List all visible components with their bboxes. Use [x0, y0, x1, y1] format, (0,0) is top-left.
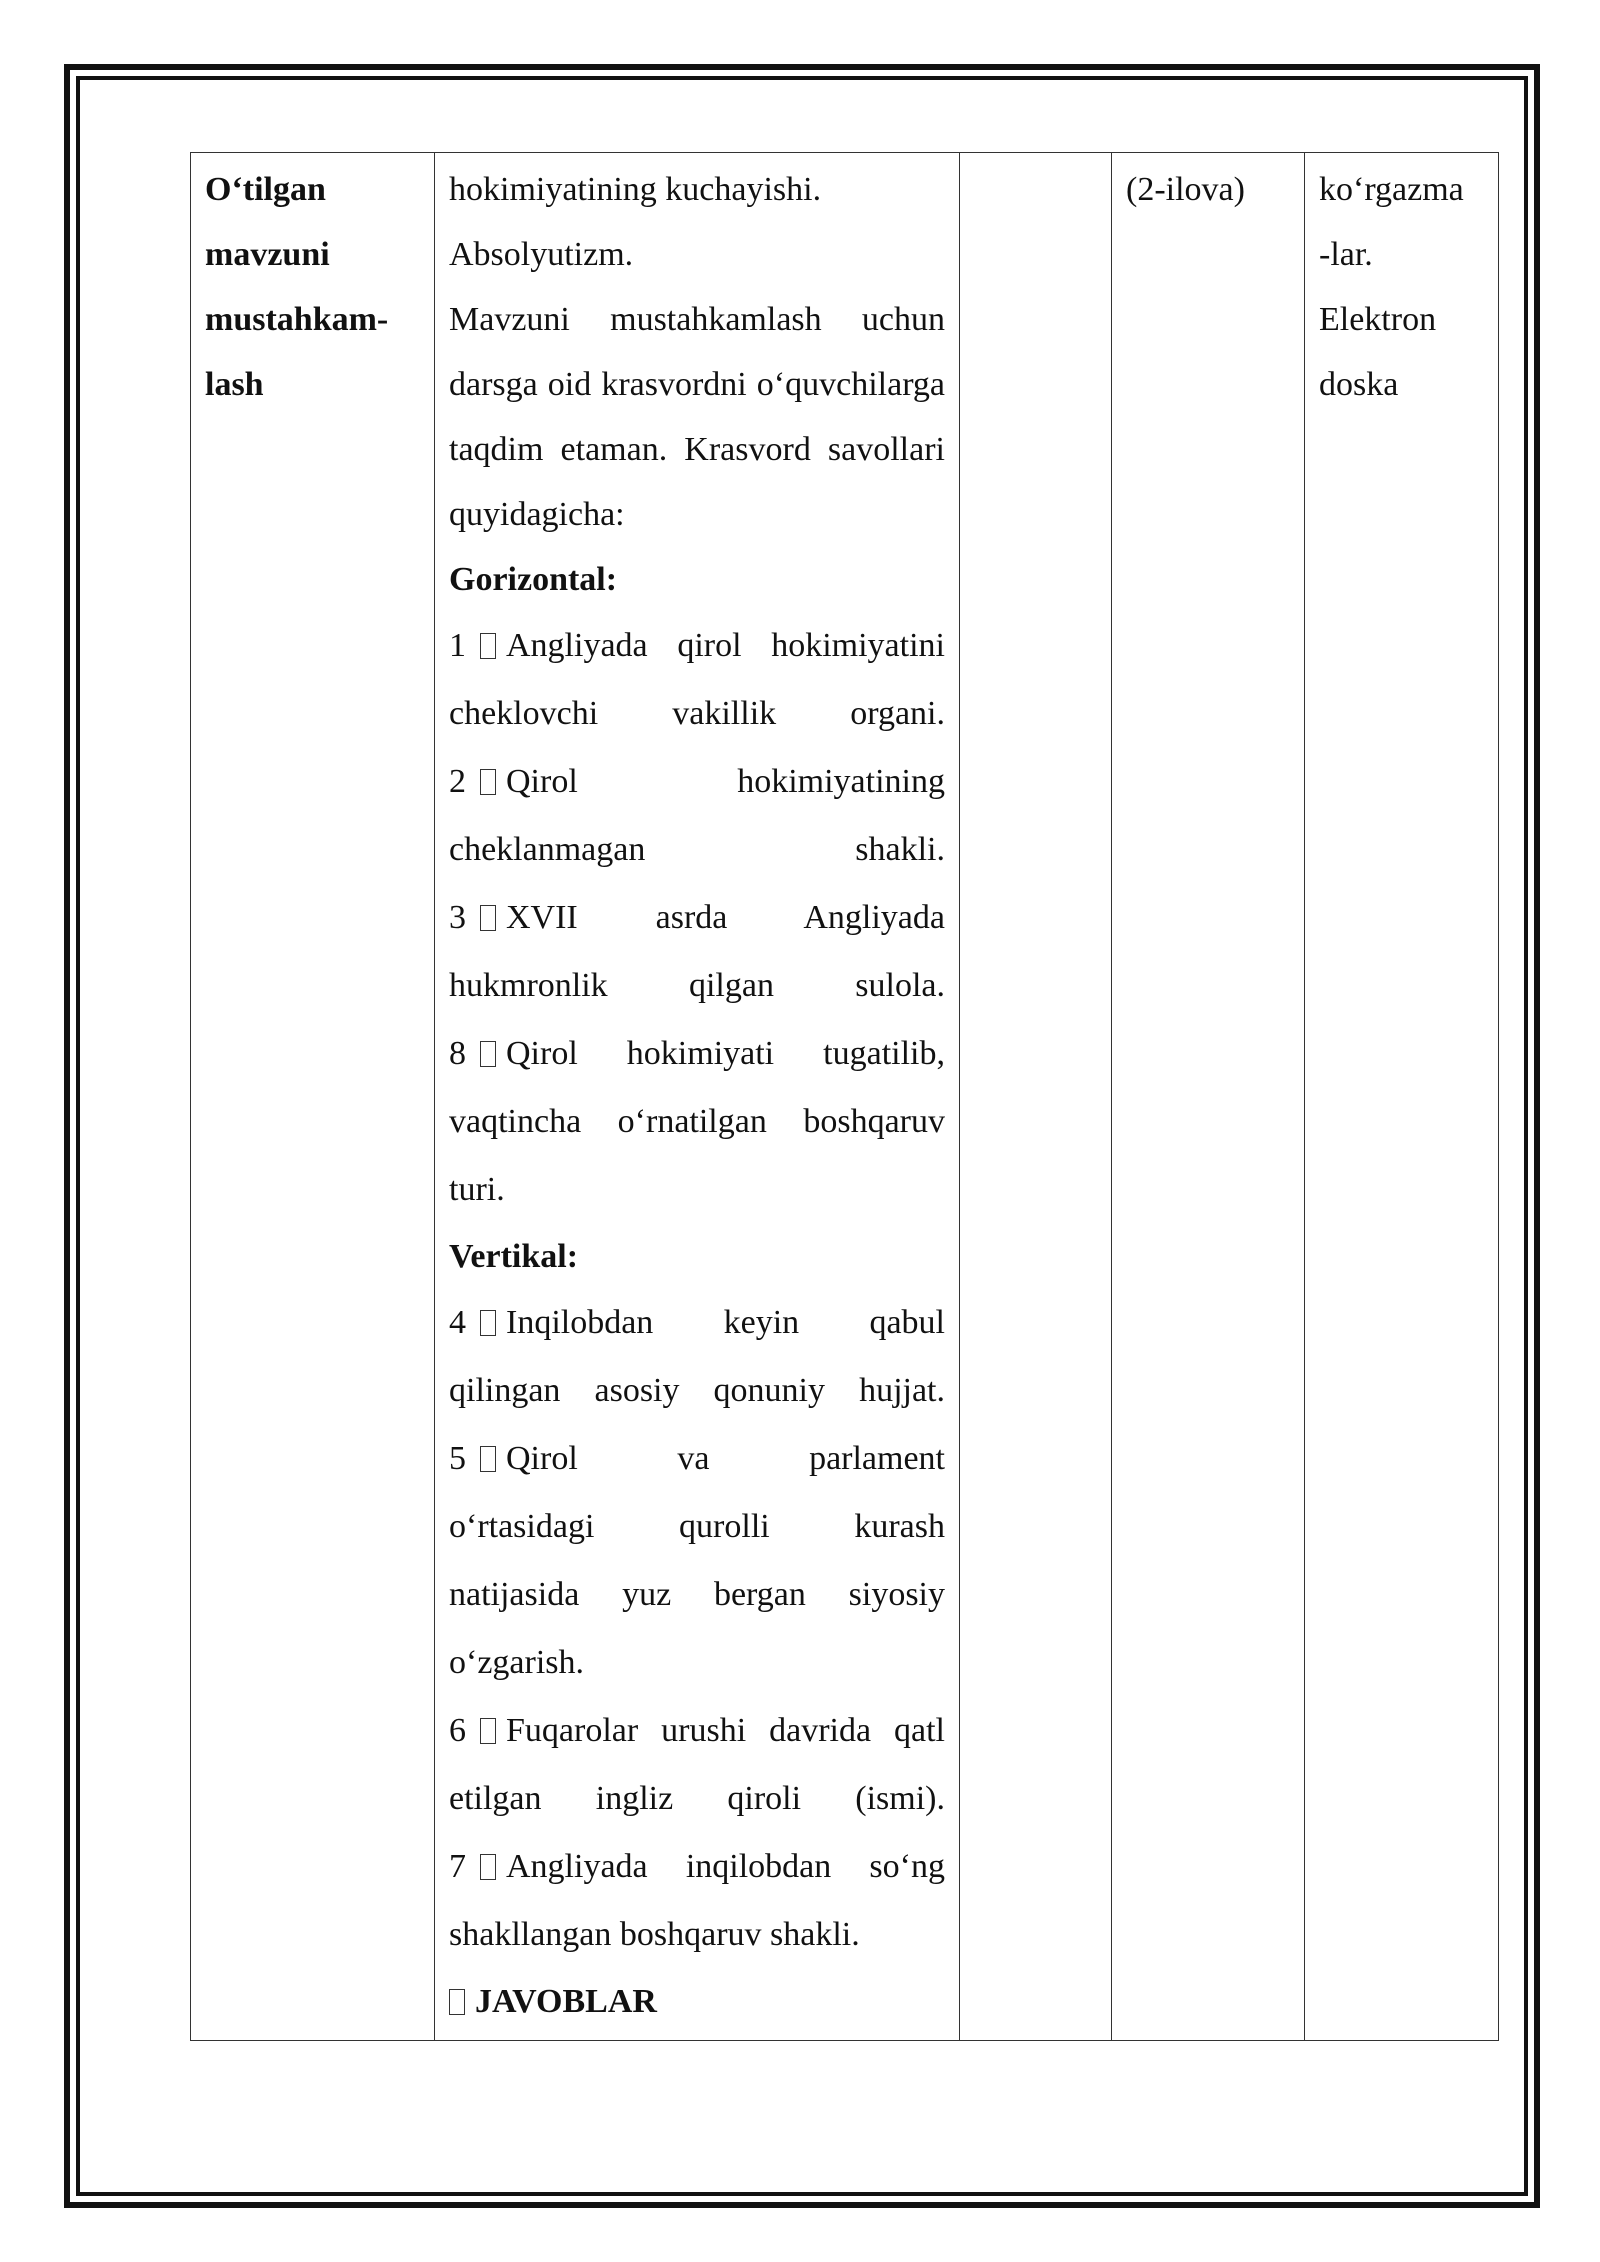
horizontal-heading: Gorizontal: — [449, 561, 618, 598]
question-number: 5 — [449, 1440, 466, 1477]
crossword-question: 1 Angliyada qirol hokimiyatini cheklovchi vakillik organi. — [449, 627, 945, 732]
answers-label: JAVOBLAR — [449, 1969, 945, 2034]
tools-line: -lar. — [1319, 236, 1373, 273]
box-icon — [480, 1041, 496, 1067]
intro-line: Absolyutizm. — [449, 236, 634, 273]
tools-line: doska — [1319, 366, 1399, 403]
stage-line: mavzuni — [205, 236, 330, 273]
box-icon — [480, 769, 496, 795]
question-number: 8 — [449, 1035, 466, 1072]
box-icon — [480, 1854, 496, 1880]
box-icon — [449, 1989, 465, 2015]
tools-line: ko‘rgazma — [1319, 171, 1464, 208]
box-icon — [480, 1446, 496, 1472]
question-number: 7 — [449, 1848, 466, 1885]
crossword-question: 7 Angliyada inqilobdan so‘ng shakllangan boshqaruv shakli. — [449, 1848, 945, 1953]
question-number: 6 — [449, 1712, 466, 1749]
box-icon — [480, 1310, 496, 1336]
stage-line: lash — [205, 366, 264, 403]
intro-line: hokimiyatining kuchayishi. — [449, 171, 822, 208]
empty-cell — [960, 153, 1112, 2041]
crossword-question: 6 Fuqarolar urushi davrida qatl etilgan ingliz qiroli (ismi). — [449, 1712, 945, 1817]
appendix-reference: (2-ilova) — [1126, 171, 1245, 208]
content-cell — [435, 153, 960, 2041]
table-row — [191, 153, 1499, 2041]
box-icon — [480, 905, 496, 931]
question-number: 1 — [449, 627, 466, 664]
box-icon — [480, 633, 496, 659]
intro-paragraph: Mavzuni mustahkamlash uchun darsga oid krasvordni o‘quvchilarga taqdim etaman. Krasvord savollari quyidagicha: — [449, 301, 945, 533]
question-number: 3 — [449, 899, 466, 936]
crossword-question: 3 XVII asrda Angliyada hukmronlik qilgan sulola. — [449, 899, 945, 1004]
appendix-cell — [1112, 153, 1305, 2041]
crossword-question: 4 Inqilobdan keyin qabul qilingan asosiy qonuniy hujjat. — [449, 1304, 945, 1409]
vertical-heading: Vertikal: — [449, 1238, 579, 1275]
tools-cell — [1305, 153, 1499, 2041]
lesson-plan-table — [190, 152, 1499, 2041]
stage-line: O‘tilgan — [205, 171, 326, 208]
crossword-question: 8 Qirol hokimiyati tugatilib, vaqtincha o‘rnatilgan boshqaruv turi. — [449, 1035, 945, 1208]
question-number: 2 — [449, 763, 466, 800]
stage-cell — [191, 153, 435, 2041]
box-icon — [480, 1718, 496, 1744]
stage-line: mustahkam- — [205, 301, 389, 338]
crossword-question: 5 Qirol va parlament o‘rtasidagi qurolli kurash natijasida yuz bergan siyosiy o‘zgarish. — [449, 1440, 945, 1681]
tools-line: Elektron — [1319, 301, 1437, 338]
crossword-question: 2 Qirol hokimiyatining cheklanmagan shakli. — [449, 763, 945, 868]
question-number: 4 — [449, 1304, 466, 1341]
